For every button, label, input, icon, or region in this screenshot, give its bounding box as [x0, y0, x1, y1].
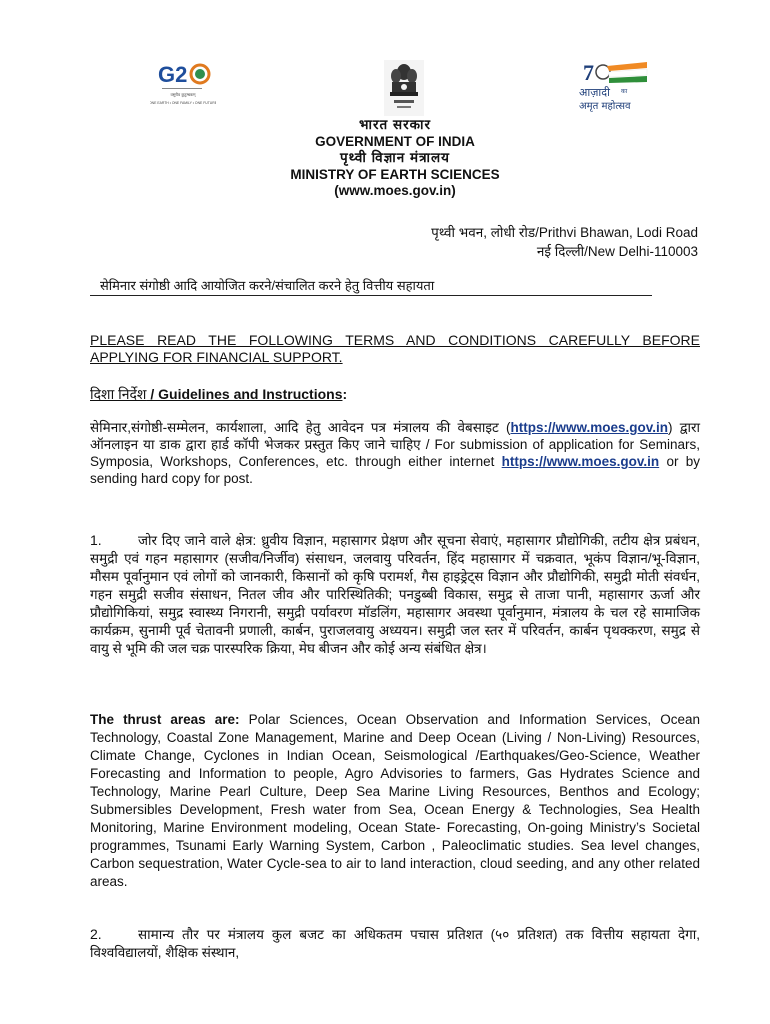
g20-logo: [150, 58, 216, 110]
address-line-2: नई दिल्ली/New Delhi-110003: [536, 244, 698, 259]
intro-paragraph: सेमिनार,संगोष्ठी-सम्मेलन, कार्यशाला, आदि हेतु आवेदन पत्र मंत्रालय की वेबसाइट (https://www.moes.gov.in) द्वारा ऑनलाइन या डाक द्वारा हार्ड कॉपी भेजकर प्रस्तुत किए जाने चाहिए / For submission of application for Seminars, Symposia, Workshops, Conferences, etc. through either internet https://www.moes.gov.in or by sending hard copy for post.: [90, 420, 701, 486]
thrust-areas-label: The thrust areas are:: [90, 712, 240, 727]
azadi-logo-icon: [577, 58, 657, 113]
national-emblem-icon: [384, 60, 424, 116]
svg-text:आज़ादी: आज़ादी: [579, 86, 610, 99]
g20-logo-icon: [150, 58, 216, 110]
hindi-government-heading: भारत सरकार: [359, 117, 431, 132]
svg-text:वसुधैव कुटुम्बकम्: वसुधैव कुटुम्बकम्: [170, 92, 196, 97]
ministry-heading: MINISTRY OF EARTH SCIENCES: [290, 166, 500, 182]
address-block: [431, 223, 698, 261]
guidelines-heading: दिशा निर्देश / Guidelines and Instructions:: [90, 386, 348, 402]
moes-website-link-2[interactable]: https://www.moes.gov.in: [501, 454, 660, 469]
address-line-1: पृथ्वी भवन, लोधी रोड/Prithvi Bhawan, Lodi Road: [431, 225, 698, 240]
hindi-ministry-heading: पृथ्वी विज्ञान मंत्रालय: [339, 150, 451, 165]
svg-text:का: का: [621, 88, 628, 95]
letterhead: [90, 117, 700, 200]
paragraph-1-hindi: 1. जोर दिए जाने वाले क्षेत्र: ध्रुवीय विज्ञान, महासागर प्रेक्षण और सूचना सेवाएं, महासागर प्रौद्योगिकी, तटीय क्षेत्र प्रबंधन, समुद्री एवं गहन महासागर (सजीव/निर्जीव) संसाधन, जलवायु परिवर्तन, हिंद महासागर में चक्रवात, भूकंप विज्ञान/भू-विज्ञान, मौसम पूर्वानुमान एवं लोगों को जानकारी, किसानों को कृषि परामर्श, गैस हाइड्रेट्स विज्ञान और प्रौद्योगिकी, समुद्री मोती संवर्धन, गहन समुद्री सजीव संसाधन, नितल जीव और पारिस्थितिकी; पनडुब्बी विकास, समुद्र से ताजा पानी, महासागर ऊर्जा और प्रौद्योगिकियां, समुद्र स्वास्थ्य निगरानी, समुद्री पर्यावरण मॉडलिंग, महासागर अवस्था पूर्वानुमान, मंत्रालय के चल रहे सामाजिक कार्यक्रम, सुनामी पूर्व चेतावनी प्रणाली, कार्बन, पुराजलवायु अध्ययन। समुद्री जल स्तर में परिवर्तन, कार्बन पृथक्करण, समुद्र से वायु से भूमि की जल चक्र पारस्परिक क्रिया, मेघ बीजन और कोई अन्य संबंधित क्षेत्र।: [90, 532, 700, 656]
svg-text:अमृत महोत्सव: अमृत महोत्सव: [579, 101, 631, 112]
guidelines-hindi: दिशा निर्देश: [90, 386, 147, 402]
azadi-ka-amrit-mahotsav-logo: [577, 58, 657, 113]
svg-text:G2: G2: [158, 62, 188, 87]
thrust-areas-paragraph: The thrust areas are: Polar Sciences, Ocean Observation and Information Services, Ocean Technology, Coastal Zone Management, Marine and Deep Ocean (Living / Non-Living) Resources, Climate Change, Cyclones in Indian Ocean, Seismological /Earthquakes/Geo-Science, Weather Forecasting and Information to people, Agro Advisories to farmers, Gas Hydrates Science and Technology, Marine Pearl Culture, Deep Sea Marine Living Resources, Benthos and Ecology; Submersibles Development, Fresh water from Sea, Ocean Energy & Technologies, Sea Health Monitoring, Marine Environment modeling, Ocean State- Forecasting, On-going Ministry’s Societal programmes, Tsunami Early Warning System, Carbon , Paleoclimatic studies. Sea level changes, Carbon sequestration, Water Cycle-sea to air to land interaction, cloud seeding, and any other related areas.: [90, 712, 700, 889]
national-emblem: [384, 60, 424, 116]
paragraph-number: 2.: [90, 926, 102, 942]
svg-text:ONE EARTH • ONE FAMILY • ONE F: ONE EARTH • ONE FAMILY • ONE FUTURE: [150, 101, 216, 105]
svg-text:7: 7: [583, 60, 594, 85]
terms-notice: PLEASE READ THE FOLLOWING TERMS AND CONDITIONS CAREFULLY BEFORE APPLYING FOR FINANCIAL SUPPORT.: [90, 332, 700, 365]
paragraph-number: 1.: [90, 532, 102, 548]
document-title-hindi: सेमिनार संगोष्ठी आदि आयोजित करने/संचालित करने हेतु वित्तीय सहायता: [90, 278, 652, 296]
guidelines-label: / Guidelines and Instructions: [146, 386, 343, 402]
website-heading: (www.moes.gov.in): [334, 183, 456, 198]
government-heading: GOVERNMENT OF INDIA: [315, 133, 475, 149]
moes-website-link[interactable]: https://www.moes.gov.in: [510, 420, 669, 435]
paragraph-2-hindi: 2. सामान्य तौर पर मंत्रालय कुल बजट का अधिकतम पचास प्रतिशत (५० प्रतिशत) तक वित्तीय सहायता देगा, विश्वविद्यालयों, शैक्षिक संस्थान,: [90, 926, 700, 960]
